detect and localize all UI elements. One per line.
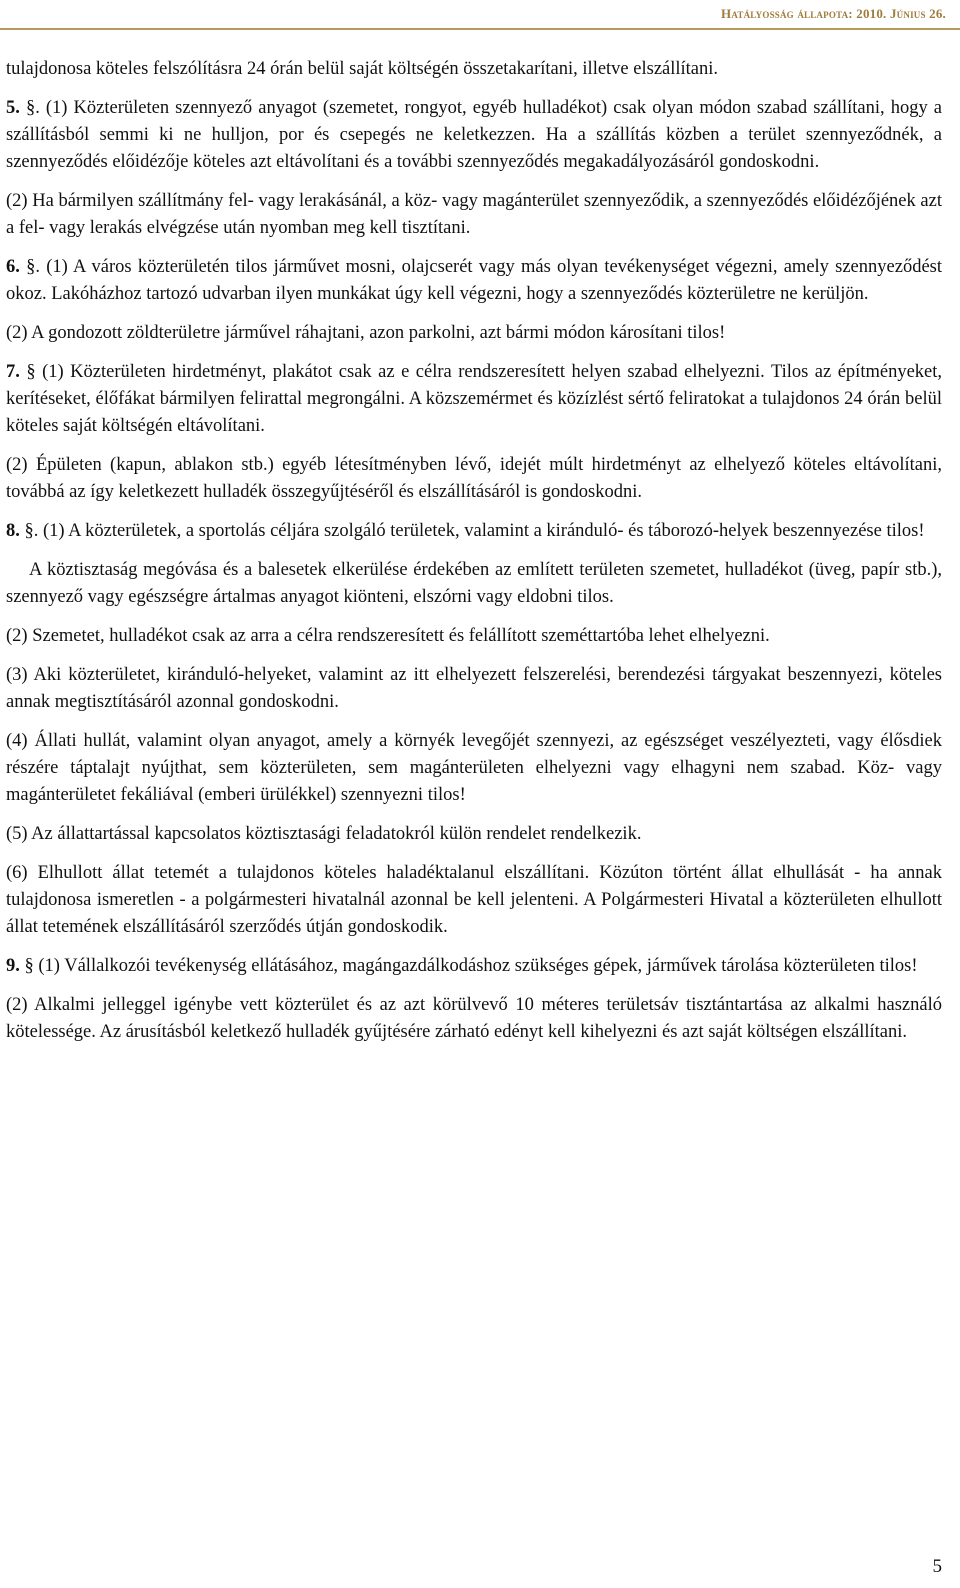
header-month-sc: únius — [896, 6, 926, 21]
section-6-paragraph-2: (2) A gondozott zöldterületre járművel ráhajtani, azon parkolni, azt bármi módon károsítani tilos! — [6, 323, 726, 343]
section-9-paragraph-2: (2) Alkalmi jelleggel igénybe vett közterület és az azt körülvevő 10 méteres területsáv tisztántartása az alkalmi használó kötelessége. Az árusításból keletkező hulladék gyűjtésére zárható edényt kell kihelyezni és azt saját költségen elszállítani. — [6, 995, 942, 1042]
section-6-paragraph-1: 6. §. (1) A város közterületén tilos járművet mosni, olajcserét vagy más olyan tevékenységet végezni, amely szennyeződést okoz. Lakóházhoz tartozó udvarban ilyen munkákat úgy kell végezni, hogy a szennyeződés közterületre ne kerüljön. — [6, 257, 942, 304]
section-number: 8. — [6, 521, 20, 541]
section-number: 7. — [6, 362, 20, 382]
section-sign: §. — [19, 521, 39, 541]
section-5-paragraph-1: 5. §. (1) Közterületen szennyező anyagot (szemetet, rongyot, egyéb hulladékot) csak olyan módon szabad szállítani, hogy a szállításból semmi ki ne hulljon, por és csepegés ne keletkezzen. Ha a szállítás közben a terület szennyeződnék, a szennyeződés előidézője köteles azt eltávolítani és a további szennyeződés megakadályozásáról gondoskodni. — [6, 98, 942, 172]
section-7-paragraph-2: (2) Épületen (kapun, ablakon stb.) egyéb létesítményben lévő, idejét múlt hirdetményt az elhelyező köteles eltávolítani, továbbá az így keletkezett hulladék összegyűjtéséről és elszállításáról is gondoskodni. — [6, 455, 942, 502]
header-year: : 2010. — [848, 6, 890, 21]
section-9-paragraph-1: 9. § (1) Vállalkozói tevékenység ellátásához, magángazdálkodáshoz szükséges gépek, járművek tárolása közterületen tilos! — [6, 956, 918, 976]
document-header — [721, 6, 946, 22]
section-sign: § — [19, 362, 36, 382]
section-8-paragraph-1b: A köztisztaság megóvása és a balesetek elkerülése érdekében az említett területen szemetet, hulladékot (üveg, papír stb.), szennyező vagy egészségre ártalmas anyagot kiönteni, elszórni vagy eldobni tilos. — [6, 560, 947, 607]
section-8-paragraph-3: (3) Aki közterületet, kiránduló-helyeket, valamint az itt elhelyezett felszerelési, berendezési tárgyakat beszennyezi, köteles annak megtisztításáról azonnal gondoskodni. — [6, 665, 942, 712]
section-7-paragraph-1: 7. § (1) Közterületen hirdetményt, plakátot csak az e célra rendszeresített helyen szabad elhelyezni. Tilos az építményeket, kerítéseket, élőfákat bármilyen felirattal megrongálni. A közszemérmet és közízlést sértő feliratokat a tulajdonos 24 órán belül köteles saját költségén eltávolítani. — [6, 362, 943, 436]
section-number: 5. — [6, 98, 20, 118]
section-5-paragraph-2: (2) Ha bármilyen szállítmány fel- vagy lerakásánál, a köz- vagy magánterület szennyeződik, a szennyeződés előidézőjének azt a fel- vagy lerakás elvégzése után nyomban meg kell tisztítani. — [6, 191, 942, 238]
header-status-label: H — [721, 6, 732, 21]
section-sign: §. — [19, 257, 40, 277]
page-number: 5 — [932, 1556, 942, 1577]
section-sign: § — [19, 956, 34, 976]
header-divider — [0, 28, 960, 30]
section-sign: §. — [19, 98, 40, 118]
section-number: 6. — [6, 257, 20, 277]
section-8-paragraph-1: 8. §. (1) A közterületek, a sportolás céljára szolgáló területek, valamint a kiránduló- és táborozó-helyek beszennyezése tilos! — [6, 521, 925, 541]
section-number: 9. — [6, 956, 20, 976]
section-8-paragraph-5: (5) Az állattartással kapcsolatos köztisztasági feladatokról külön rendelet rendelkezik. — [6, 824, 642, 844]
section-8-paragraph-6: (6) Elhullott állat tetemét a tulajdonos köteles haladéktalanul elszállítani. Közúton történt állat elhullását - ha annak tulajdonosa ismeretlen - a polgármesteri hivatalnál azonnal be kell jelenteni. A Polgármesteri Hivatal a közterületen elhullott állat tetemének elszállításáról szerződés útján gondoskodik. — [6, 863, 942, 937]
header-day: 26. — [925, 6, 946, 21]
header-month: J — [889, 6, 897, 21]
document-body — [6, 56, 947, 1058]
header-status-label-sc: atályosság állapota — [731, 6, 849, 21]
paragraph: tulajdonosa köteles felszólításra 24 órán belül saját költségén összetakarítani, illetve elszállítani. — [6, 59, 719, 79]
section-8-paragraph-2: (2) Szemetet, hulladékot csak az arra a célra rendszeresített és felállított szeméttartóba lehet elhelyezni. — [6, 626, 770, 646]
section-8-paragraph-4: (4) Állati hullát, valamint olyan anyagot, amely a környék levegőjét szennyezi, az egészséget veszélyezteti, vagy élősdiek részére táptalajt nyújthat, sem közterületen, sem magánterületen elhelyezni vagy elhagyni nem szabad. Köz- vagy magánterületet fekáliával (emberi ürülékkel) szennyezni tilos! — [6, 731, 942, 805]
